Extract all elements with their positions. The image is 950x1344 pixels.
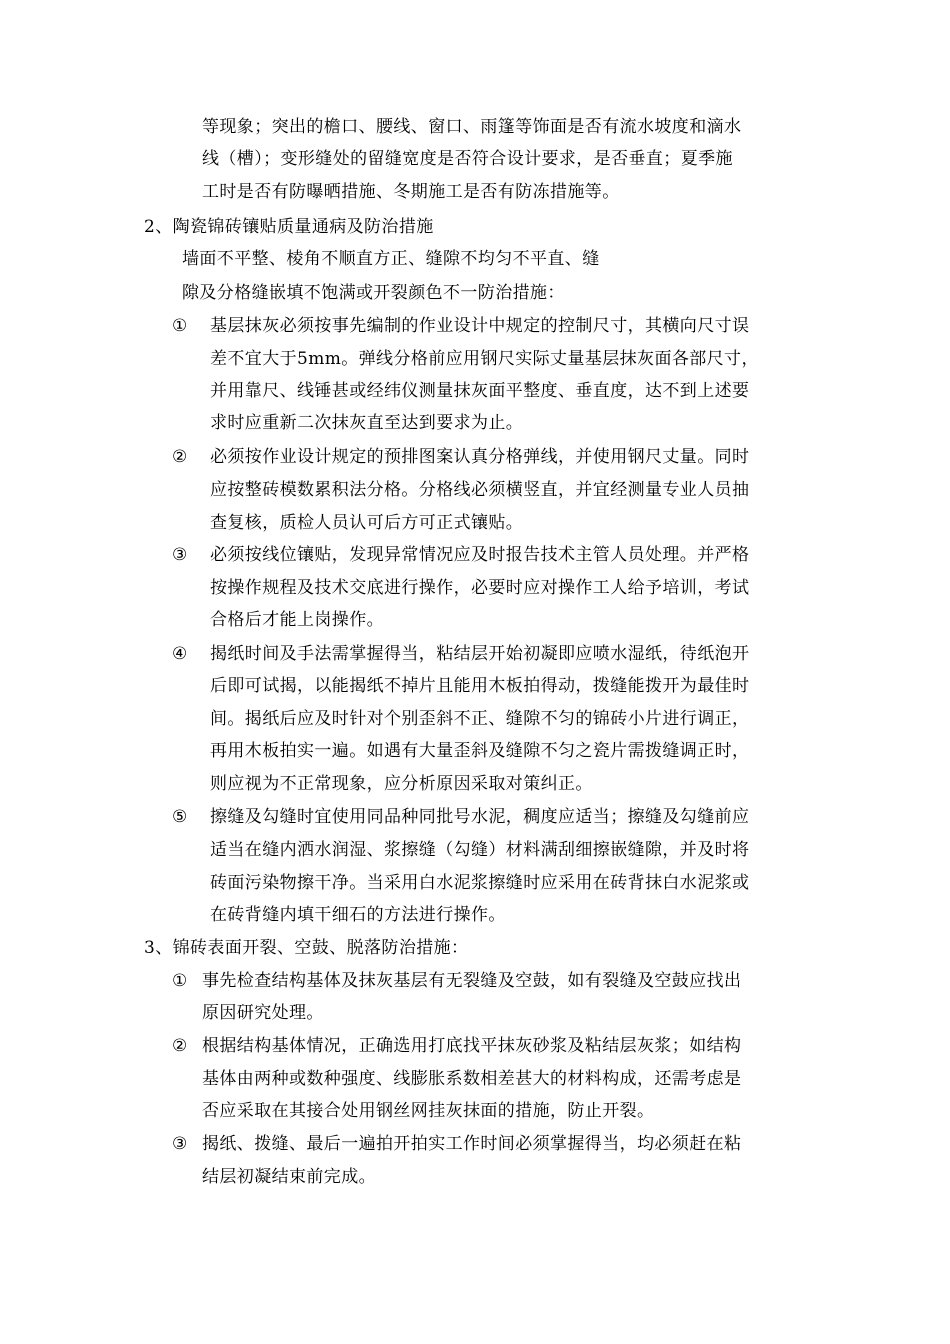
item-line: 原因研究处理。 [202,1003,324,1023]
item-marker: ① [172,316,188,336]
intro-line: 等现象；突出的檐口、腰线、窗口、雨篷等饰面是否有流水坡度和滴水 [202,117,742,137]
item-marker: ① [172,971,188,991]
item-line: 再用木板拍实一遍。如遇有大量歪斜及缝隙不匀之瓷片需拨缝调正时， [210,741,750,761]
item-line: 则应视为不正常现象，应分析原因采取对策纠正。 [210,774,593,794]
intro-line: 线（槽）；变形缝处的留缝宽度是否符合设计要求，是否垂直；夏季施 [202,149,733,169]
item-line: 查复核，质检人员认可后方可正式镶贴。 [210,513,524,533]
item-line: 合格后才能上岗操作。 [210,610,384,630]
item-line: 基体由两种或数种强度、线膨胀系数相差甚大的材料构成，还需考虑是 [202,1069,742,1089]
item-line: 按操作规程及技术交底进行操作，必要时应对操作工人给予培训，考试 [210,578,750,598]
item-marker: ⑤ [172,807,188,827]
item-line: 根据结构基体情况，正确选用打底找平抹灰砂浆及粘结层灰浆；如结构 [202,1036,742,1056]
section-subheading: 隙及分格缝嵌填不饱满或开裂颜色不一防治措施： [182,283,565,303]
item-line: 揭纸、拨缝、最后一遍拍开拍实工作时间必须掌握得当，均必须赶在粘 [202,1134,742,1154]
section-heading: 3、锦砖表面开裂、空鼓、脱落防治措施： [144,938,469,958]
item-line: 适当在缝内洒水润湿、浆擦缝（勾缝）材料满刮细擦嵌缝隙，并及时将 [210,840,750,860]
item-marker: ② [172,447,188,467]
item-line: 必须按线位镶贴，发现异常情况应及时报告技术主管人员处理。并严格 [210,545,750,565]
item-line: 事先检查结构基体及抹灰基层有无裂缝及空鼓，如有裂缝及空鼓应找出 [202,971,742,991]
item-line: 差不宜大于5mm。弹线分格前应用钢尺实际丈量基层抹灰面各部尺寸， [210,349,759,369]
item-line: 否应采取在其接合处用钢丝网挂灰抹面的措施，防止开裂。 [202,1101,655,1121]
item-line: 砖面污染物擦干净。当采用白水泥浆擦缝时应采用在砖背抹白水泥浆或 [210,873,750,893]
item-line: 必须按作业设计规定的预排图案认真分格弹线，并使用钢尺丈量。同时 [210,447,750,467]
item-marker: ③ [172,545,188,565]
item-line: 擦缝及勾缝时宜使用同品种同批号水泥，稠度应适当；擦缝及勾缝前应 [210,807,750,827]
item-line: 并用靠尺、线锤甚或经纬仪测量抹灰面平整度、垂直度，达不到上述要 [210,381,750,401]
item-line: 后即可试揭，以能揭纸不掉片且能用木板拍得动，拨缝能拨开为最佳时 [210,676,750,696]
item-line: 求时应重新二次抹灰直至达到要求为止。 [210,413,524,433]
item-line: 应按整砖模数累积法分格。分格线必须横竖直，并宜经测量专业人员抽 [210,480,750,500]
item-line: 揭纸时间及手法需掌握得当，粘结层开始初凝即应喷水湿纸，待纸泡开 [210,644,750,664]
item-line: 在砖背缝内填干细石的方法进行操作。 [210,905,506,925]
item-marker: ② [172,1036,188,1056]
item-line: 结层初凝结束前完成。 [202,1167,376,1187]
item-line: 间。揭纸后应及时针对个别歪斜不正、缝隙不匀的锦砖小片进行调正， [210,709,750,729]
item-line: 基层抹灰必须按事先编制的作业设计中规定的控制尺寸，其横向尺寸误 [210,316,750,336]
item-marker: ④ [172,644,188,664]
section-heading: 2、陶瓷锦砖镶贴质量通病及防治措施 [144,217,434,237]
section-subheading: 墙面不平整、棱角不顺直方正、缝隙不均匀不平直、缝 [182,249,600,269]
intro-line: 工时是否有防曝晒措施、冬期施工是否有防冻措施等。 [202,182,620,202]
item-marker: ③ [172,1134,188,1154]
